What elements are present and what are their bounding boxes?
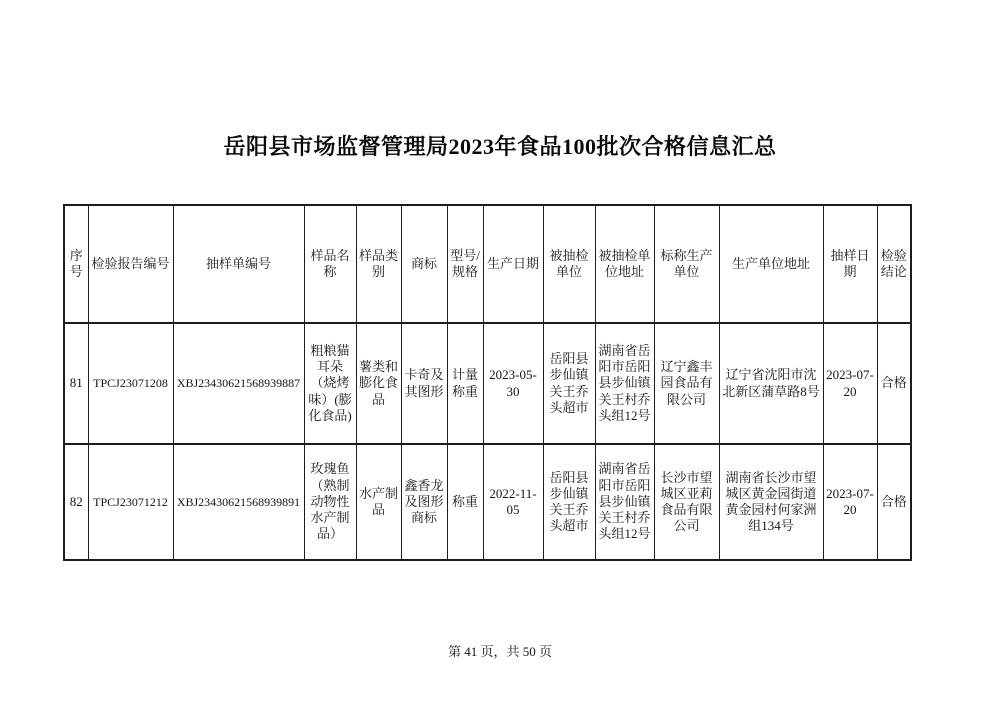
- table-header-cell: 生产日期: [483, 205, 543, 323]
- table-header-cell: 抽样单编号: [173, 205, 304, 323]
- table-header-row: [64, 205, 911, 323]
- table-cell: 水产制品: [356, 444, 401, 560]
- table-header-cell: 被抽检单位地址: [595, 205, 654, 323]
- page-footer: 第 41 页，共 50 页: [447, 644, 552, 659]
- table-header-cell: 生产单位地址: [719, 205, 823, 323]
- table-header-cell: 样品类别: [356, 205, 401, 323]
- table-header-cell: 样品名称: [304, 205, 356, 323]
- table-cell: 82: [64, 444, 88, 560]
- table-cell: 薯类和膨化食品: [356, 323, 401, 444]
- table-cell: 辽宁省沈阳市沈北新区蒲草路8号: [719, 323, 823, 444]
- table-header-cell: 型号/规格: [447, 205, 483, 323]
- table-cell: TPCJ23071208: [88, 323, 173, 444]
- table-cell: TPCJ23071212: [88, 444, 173, 560]
- table-cell: 2023-05-30: [483, 323, 543, 444]
- table-cell: 岳阳县步仙镇关王乔头超市: [543, 444, 595, 560]
- table-header-cell: 检验结论: [877, 205, 911, 323]
- table-row: [64, 444, 911, 560]
- table-cell: 长沙市望城区亚莉食品有限公司: [654, 444, 719, 560]
- table-cell: 鑫香龙及图形商标: [401, 444, 447, 560]
- table-cell: 辽宁鑫丰园食品有限公司: [654, 323, 719, 444]
- table-cell: XBJ23430621568939891: [173, 444, 304, 560]
- table-cell: 2023-07-20: [823, 444, 877, 560]
- table-cell: 岳阳县步仙镇关王乔头超市: [543, 323, 595, 444]
- table-header-cell: 检验报告编号: [88, 205, 173, 323]
- table-cell: 2022-11-05: [483, 444, 543, 560]
- table-header-cell: 序号: [64, 205, 88, 323]
- table-header-cell: 商标: [401, 205, 447, 323]
- table-cell: 湖南省岳阳市岳阳县步仙镇关王村乔头组12号: [595, 323, 654, 444]
- inspection-results-table: [63, 204, 912, 561]
- table-header-cell: 被抽检单位: [543, 205, 595, 323]
- table-cell: 合格: [877, 323, 911, 444]
- table-cell: 湖南省岳阳市岳阳县步仙镇关王村乔头组12号: [595, 444, 654, 560]
- table-cell: 玫瑰鱼（熟制动物性水产制品）: [304, 444, 356, 560]
- table-header-cell: 抽样日期: [823, 205, 877, 323]
- table-cell: 计量称重: [447, 323, 483, 444]
- table-cell: 81: [64, 323, 88, 444]
- table-cell: 粗粮猫耳朵（烧烤味）(膨化食品): [304, 323, 356, 444]
- table-cell: 湖南省长沙市望城区黄金园街道黄金园村何家洲组134号: [719, 444, 823, 560]
- table-header-cell: 标称生产单位: [654, 205, 719, 323]
- table-row: [64, 323, 911, 444]
- page-title: 岳阳县市场监督管理局2023年食品100批次合格信息汇总: [223, 134, 777, 159]
- table-cell: 2023-07-20: [823, 323, 877, 444]
- table-cell: 卡奇及其图形: [401, 323, 447, 444]
- table-cell: 称重: [447, 444, 483, 560]
- table-cell: XBJ23430621568939887: [173, 323, 304, 444]
- table-cell: 合格: [877, 444, 911, 560]
